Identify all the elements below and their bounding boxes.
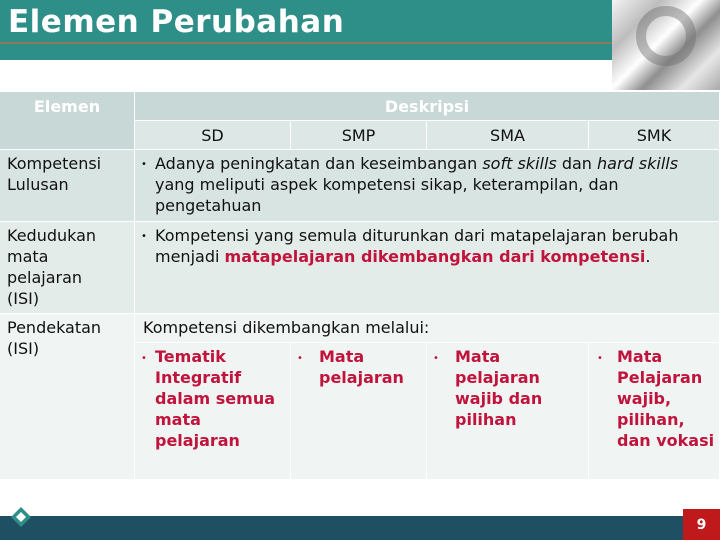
title-underline: [0, 42, 612, 44]
item-text-smp: Mata pelajaran: [319, 347, 404, 387]
bullet-icon: •: [433, 353, 439, 364]
item-text-sd: Tematik Integratif dalam semua mata pelajaran: [155, 347, 276, 450]
item-sd: [135, 343, 291, 480]
column-smk: SMK: [589, 121, 720, 150]
row-desc-kedudukan: [135, 222, 720, 314]
footer-bar: [0, 516, 720, 540]
column-sma: SMA: [427, 121, 589, 150]
bullet-icon: •: [141, 231, 147, 242]
item-sma: [427, 343, 589, 480]
soft-skills-text: soft skills: [482, 154, 557, 173]
bullet-icon: •: [297, 353, 303, 364]
row-label-kompetensi-lulusan: Kompetensi Lulusan: [0, 150, 135, 222]
diamond-logo-icon: [10, 506, 32, 528]
desc-text: Adanya peningkatan dan keseimbangan: [155, 154, 478, 173]
decorative-image: [612, 0, 720, 90]
highlight-text: matapelajaran dikembangkan dari kompetensi: [224, 247, 646, 266]
header-deskripsi: Deskripsi: [135, 92, 720, 121]
bullet-icon: •: [141, 159, 147, 170]
bullet-icon: •: [141, 353, 147, 364]
bullet-text: [155, 225, 690, 267]
desc-text: yang meliputi aspek kompetensi sikap, keterampilan, dan pengetahuan: [155, 175, 619, 215]
page-number: 9: [683, 509, 720, 540]
item-smk: [589, 343, 720, 480]
item-smp: [291, 343, 427, 480]
row-desc-kompetensi-lulusan: [135, 150, 720, 222]
column-sd: SD: [135, 121, 291, 150]
column-smp: SMP: [291, 121, 427, 150]
item-text-smk: Mata Pelajaran wajib, pilihan, dan vokasi: [617, 347, 715, 450]
bullet-text: [155, 153, 711, 216]
row-label-pendekatan: Pendekatan (ISI): [0, 314, 135, 480]
bullet-icon: •: [597, 353, 603, 364]
row-intro-pendekatan: Kompetensi dikembangkan melalui:: [135, 314, 720, 343]
header-elemen: Elemen: [0, 92, 135, 150]
desc-text: dan: [561, 154, 592, 173]
desc-text: Kompetensi yang semula diturunkan dari matapelajaran berubah menjadi: [155, 226, 679, 266]
hard-skills-text: hard skills: [597, 154, 679, 173]
row-label-kedudukan: Kedudukan mata pelajaran (ISI): [0, 222, 135, 314]
item-text-sma: Mata pelajaran wajib dan pilihan: [455, 347, 543, 429]
slide-title: Elemen Perubahan: [8, 4, 345, 40]
ring-graphic: [636, 6, 696, 66]
period: .: [645, 247, 651, 266]
